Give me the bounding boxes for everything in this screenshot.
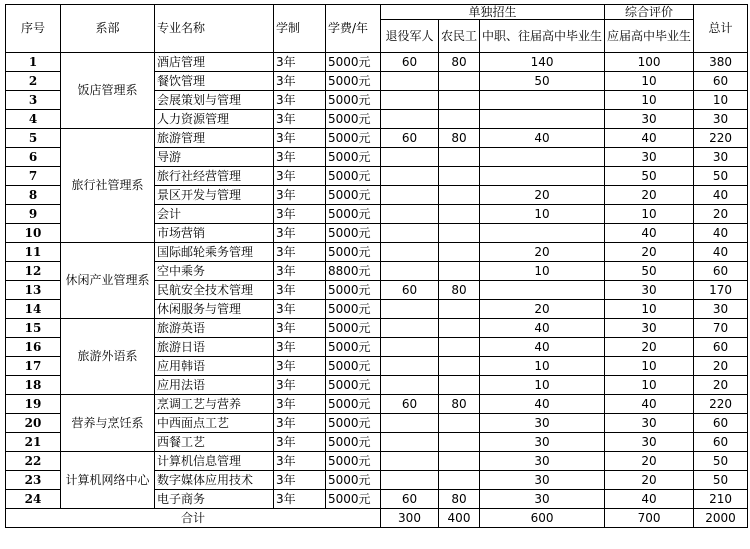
graduate-cell: 10 [605, 72, 694, 91]
total-cell: 60 [694, 262, 748, 281]
major-name: 市场营销 [155, 224, 274, 243]
header-fee: 学费/年 [326, 5, 381, 53]
farmer-cell [439, 72, 480, 91]
farmer-cell [439, 167, 480, 186]
major-name: 酒店管理 [155, 53, 274, 72]
total-cell: 60 [694, 414, 748, 433]
header-graduate: 应届高中毕业生 [605, 20, 694, 53]
years-cell: 3年 [274, 224, 326, 243]
major-name: 餐饮管理 [155, 72, 274, 91]
row-no: 15 [6, 319, 61, 338]
vocational-cell: 10 [480, 262, 605, 281]
veteran-cell: 60 [381, 129, 439, 148]
fee-cell: 5000元 [326, 338, 381, 357]
row-no: 6 [6, 148, 61, 167]
row-no: 1 [6, 53, 61, 72]
veteran-cell: 60 [381, 53, 439, 72]
farmer-cell: 80 [439, 395, 480, 414]
major-name: 空中乘务 [155, 262, 274, 281]
fee-cell: 5000元 [326, 452, 381, 471]
total-cell: 20 [694, 205, 748, 224]
vocational-cell [480, 224, 605, 243]
years-cell: 3年 [274, 243, 326, 262]
farmer-cell [439, 357, 480, 376]
vocational-cell: 40 [480, 395, 605, 414]
veteran-cell [381, 205, 439, 224]
vocational-cell: 50 [480, 72, 605, 91]
veteran-cell [381, 72, 439, 91]
years-cell: 3年 [274, 167, 326, 186]
department-cell: 休闲产业管理系 [61, 243, 155, 319]
totals-veteran: 300 [381, 509, 439, 528]
years-cell: 3年 [274, 376, 326, 395]
farmer-cell [439, 376, 480, 395]
major-name: 应用法语 [155, 376, 274, 395]
row-no: 24 [6, 490, 61, 509]
header-vocational: 中职、往届高中毕业生 [480, 20, 605, 53]
farmer-cell [439, 224, 480, 243]
vocational-cell: 30 [480, 452, 605, 471]
header-farmer: 农民工 [439, 20, 480, 53]
total-cell: 10 [694, 91, 748, 110]
table-row [6, 395, 748, 414]
years-cell: 3年 [274, 281, 326, 300]
table-row [6, 53, 748, 72]
header-major: 专业名称 [155, 5, 274, 53]
row-no: 11 [6, 243, 61, 262]
farmer-cell [439, 300, 480, 319]
major-name: 旅游管理 [155, 129, 274, 148]
farmer-cell [439, 205, 480, 224]
row-no: 22 [6, 452, 61, 471]
graduate-cell: 10 [605, 205, 694, 224]
graduate-cell: 20 [605, 186, 694, 205]
total-cell: 30 [694, 110, 748, 129]
farmer-cell [439, 471, 480, 490]
major-name: 旅行社经营管理 [155, 167, 274, 186]
farmer-cell [439, 110, 480, 129]
total-cell: 50 [694, 167, 748, 186]
years-cell: 3年 [274, 110, 326, 129]
veteran-cell [381, 167, 439, 186]
graduate-cell: 30 [605, 281, 694, 300]
graduate-cell: 40 [605, 224, 694, 243]
total-cell: 30 [694, 148, 748, 167]
farmer-cell [439, 452, 480, 471]
vocational-cell [480, 167, 605, 186]
major-name: 民航安全技术管理 [155, 281, 274, 300]
major-name: 人力资源管理 [155, 110, 274, 129]
major-name: 休闲服务与管理 [155, 300, 274, 319]
major-name: 旅游日语 [155, 338, 274, 357]
years-cell: 3年 [274, 395, 326, 414]
row-no: 23 [6, 471, 61, 490]
vocational-cell: 20 [480, 243, 605, 262]
row-no: 5 [6, 129, 61, 148]
veteran-cell: 60 [381, 395, 439, 414]
total-cell: 20 [694, 376, 748, 395]
major-name: 会展策划与管理 [155, 91, 274, 110]
years-cell: 3年 [274, 338, 326, 357]
graduate-cell: 30 [605, 319, 694, 338]
row-no: 7 [6, 167, 61, 186]
fee-cell: 5000元 [326, 148, 381, 167]
totals-vocational: 600 [480, 509, 605, 528]
veteran-cell [381, 338, 439, 357]
totals-label: 合计 [6, 509, 381, 528]
veteran-cell [381, 262, 439, 281]
farmer-cell [439, 262, 480, 281]
header-veteran: 退役军人 [381, 20, 439, 53]
veteran-cell [381, 357, 439, 376]
major-name: 烹调工艺与营养 [155, 395, 274, 414]
total-cell: 220 [694, 395, 748, 414]
major-name: 数字媒体应用技术 [155, 471, 274, 490]
vocational-cell [480, 91, 605, 110]
vocational-cell: 10 [480, 357, 605, 376]
total-cell: 40 [694, 224, 748, 243]
total-cell: 210 [694, 490, 748, 509]
veteran-cell [381, 414, 439, 433]
totals-row [6, 509, 748, 528]
graduate-cell: 20 [605, 471, 694, 490]
years-cell: 3年 [274, 452, 326, 471]
header-dept: 系部 [61, 5, 155, 53]
major-name: 西餐工艺 [155, 433, 274, 452]
totals-farmer: 400 [439, 509, 480, 528]
graduate-cell: 10 [605, 91, 694, 110]
total-cell: 170 [694, 281, 748, 300]
farmer-cell: 80 [439, 129, 480, 148]
vocational-cell: 10 [480, 376, 605, 395]
total-cell: 50 [694, 471, 748, 490]
fee-cell: 5000元 [326, 72, 381, 91]
table-row [6, 129, 748, 148]
table-body [6, 53, 748, 528]
row-no: 10 [6, 224, 61, 243]
vocational-cell: 10 [480, 205, 605, 224]
graduate-cell: 50 [605, 167, 694, 186]
fee-cell: 5000元 [326, 186, 381, 205]
veteran-cell [381, 433, 439, 452]
fee-cell: 5000元 [326, 205, 381, 224]
total-cell: 380 [694, 53, 748, 72]
row-no: 13 [6, 281, 61, 300]
row-no: 9 [6, 205, 61, 224]
years-cell: 3年 [274, 205, 326, 224]
major-name: 导游 [155, 148, 274, 167]
veteran-cell [381, 224, 439, 243]
years-cell: 3年 [274, 414, 326, 433]
farmer-cell [439, 148, 480, 167]
department-cell: 旅行社管理系 [61, 129, 155, 243]
farmer-cell: 80 [439, 490, 480, 509]
department-cell: 旅游外语系 [61, 319, 155, 395]
table-row [6, 319, 748, 338]
fee-cell: 5000元 [326, 53, 381, 72]
fee-cell: 5000元 [326, 395, 381, 414]
veteran-cell: 60 [381, 490, 439, 509]
row-no: 3 [6, 91, 61, 110]
years-cell: 3年 [274, 471, 326, 490]
vocational-cell: 30 [480, 433, 605, 452]
graduate-cell: 40 [605, 129, 694, 148]
graduate-cell: 10 [605, 357, 694, 376]
fee-cell: 5000元 [326, 433, 381, 452]
enrollment-table [5, 4, 748, 528]
fee-cell: 5000元 [326, 167, 381, 186]
total-cell: 60 [694, 338, 748, 357]
years-cell: 3年 [274, 148, 326, 167]
years-cell: 3年 [274, 433, 326, 452]
vocational-cell: 40 [480, 129, 605, 148]
fee-cell: 5000元 [326, 376, 381, 395]
fee-cell: 5000元 [326, 357, 381, 376]
row-no: 18 [6, 376, 61, 395]
vocational-cell: 140 [480, 53, 605, 72]
major-name: 会计 [155, 205, 274, 224]
total-cell: 30 [694, 300, 748, 319]
graduate-cell: 50 [605, 262, 694, 281]
farmer-cell [439, 338, 480, 357]
years-cell: 3年 [274, 53, 326, 72]
fee-cell: 5000元 [326, 224, 381, 243]
fee-cell: 5000元 [326, 110, 381, 129]
total-cell: 50 [694, 452, 748, 471]
major-name: 电子商务 [155, 490, 274, 509]
major-name: 计算机信息管理 [155, 452, 274, 471]
veteran-cell [381, 148, 439, 167]
years-cell: 3年 [274, 91, 326, 110]
fee-cell: 5000元 [326, 129, 381, 148]
farmer-cell [439, 319, 480, 338]
total-cell: 40 [694, 186, 748, 205]
major-name: 旅游英语 [155, 319, 274, 338]
vocational-cell [480, 281, 605, 300]
fee-cell: 5000元 [326, 490, 381, 509]
vocational-cell: 30 [480, 490, 605, 509]
veteran-cell [381, 110, 439, 129]
row-no: 2 [6, 72, 61, 91]
vocational-cell [480, 148, 605, 167]
row-no: 14 [6, 300, 61, 319]
row-no: 20 [6, 414, 61, 433]
fee-cell: 5000元 [326, 243, 381, 262]
fee-cell: 5000元 [326, 91, 381, 110]
row-no: 8 [6, 186, 61, 205]
veteran-cell [381, 452, 439, 471]
header-years: 学制 [274, 5, 326, 53]
years-cell: 3年 [274, 129, 326, 148]
table-row [6, 452, 748, 471]
vocational-cell: 20 [480, 186, 605, 205]
fee-cell: 5000元 [326, 300, 381, 319]
veteran-cell [381, 243, 439, 262]
years-cell: 3年 [274, 319, 326, 338]
totals-graduate: 700 [605, 509, 694, 528]
row-no: 16 [6, 338, 61, 357]
vocational-cell [480, 110, 605, 129]
years-cell: 3年 [274, 186, 326, 205]
graduate-cell: 30 [605, 148, 694, 167]
veteran-cell [381, 471, 439, 490]
header-single: 单独招生 [381, 5, 605, 20]
farmer-cell [439, 186, 480, 205]
fee-cell: 5000元 [326, 414, 381, 433]
row-no: 4 [6, 110, 61, 129]
graduate-cell: 20 [605, 338, 694, 357]
graduate-cell: 20 [605, 452, 694, 471]
department-cell: 饭店管理系 [61, 53, 155, 129]
graduate-cell: 30 [605, 414, 694, 433]
row-no: 12 [6, 262, 61, 281]
table-row [6, 243, 748, 262]
total-cell: 20 [694, 357, 748, 376]
vocational-cell: 40 [480, 319, 605, 338]
veteran-cell: 60 [381, 281, 439, 300]
row-no: 21 [6, 433, 61, 452]
graduate-cell: 20 [605, 243, 694, 262]
vocational-cell: 30 [480, 471, 605, 490]
fee-cell: 5000元 [326, 281, 381, 300]
years-cell: 3年 [274, 72, 326, 91]
veteran-cell [381, 300, 439, 319]
farmer-cell [439, 414, 480, 433]
total-cell: 220 [694, 129, 748, 148]
total-cell: 60 [694, 72, 748, 91]
graduate-cell: 30 [605, 110, 694, 129]
veteran-cell [381, 376, 439, 395]
total-cell: 60 [694, 433, 748, 452]
fee-cell: 5000元 [326, 319, 381, 338]
major-name: 国际邮轮乘务管理 [155, 243, 274, 262]
major-name: 应用韩语 [155, 357, 274, 376]
major-name: 景区开发与管理 [155, 186, 274, 205]
graduate-cell: 10 [605, 300, 694, 319]
row-no: 19 [6, 395, 61, 414]
years-cell: 3年 [274, 262, 326, 281]
department-cell: 营养与烹饪系 [61, 395, 155, 452]
years-cell: 3年 [274, 357, 326, 376]
major-name: 中西面点工艺 [155, 414, 274, 433]
fee-cell: 8800元 [326, 262, 381, 281]
farmer-cell [439, 91, 480, 110]
graduate-cell: 40 [605, 490, 694, 509]
department-cell: 计算机网络中心 [61, 452, 155, 509]
veteran-cell [381, 186, 439, 205]
years-cell: 3年 [274, 490, 326, 509]
veteran-cell [381, 319, 439, 338]
farmer-cell [439, 433, 480, 452]
farmer-cell: 80 [439, 53, 480, 72]
vocational-cell: 30 [480, 414, 605, 433]
graduate-cell: 40 [605, 395, 694, 414]
years-cell: 3年 [274, 300, 326, 319]
header-no: 序号 [6, 5, 61, 53]
vocational-cell: 40 [480, 338, 605, 357]
graduate-cell: 10 [605, 376, 694, 395]
total-cell: 40 [694, 243, 748, 262]
row-no: 17 [6, 357, 61, 376]
farmer-cell [439, 243, 480, 262]
vocational-cell: 20 [480, 300, 605, 319]
fee-cell: 5000元 [326, 471, 381, 490]
totals-total: 2000 [694, 509, 748, 528]
veteran-cell [381, 91, 439, 110]
header-comprehensive: 综合评价 [605, 5, 694, 20]
header-total: 总计 [694, 5, 748, 53]
graduate-cell: 100 [605, 53, 694, 72]
graduate-cell: 30 [605, 433, 694, 452]
total-cell: 70 [694, 319, 748, 338]
farmer-cell: 80 [439, 281, 480, 300]
